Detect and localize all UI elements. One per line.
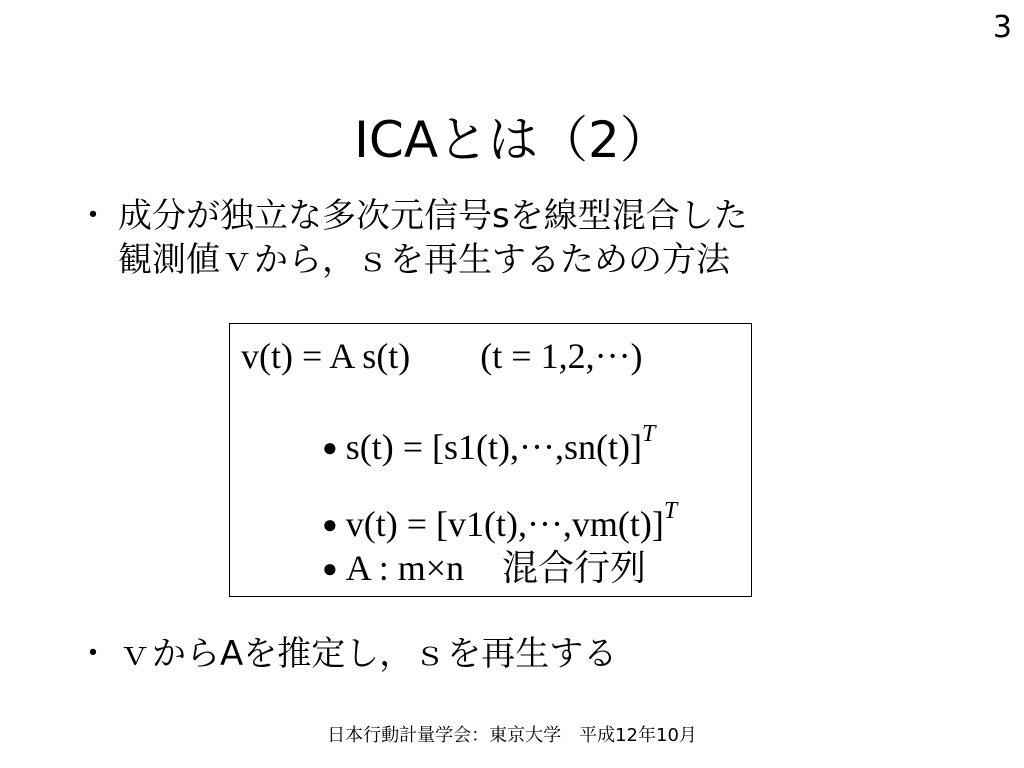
formula-observation-definition: [322, 489, 677, 547]
slide-footer: 日本行動計量学会：東京大学 平成12年10月: [327, 725, 697, 746]
bullet-mark: ・: [76, 634, 110, 674]
formula-bullet-icon: ●: [322, 433, 338, 462]
formula-signal-definition: [322, 412, 655, 470]
formula-main-text: v(t) = A s(t): [241, 336, 411, 376]
bullet-line: 成分が独立な多次元信号sを線型混合した: [118, 196, 748, 236]
bullet-item: [76, 632, 976, 676]
slide-title: ICAとは（2）: [354, 111, 670, 169]
bullet-text: [118, 194, 748, 282]
formula-main: [241, 334, 643, 378]
formula-signal-text: s(t) = [s1(t),···,sn(t)]: [345, 427, 642, 467]
page-number: 3: [992, 10, 1012, 45]
bullet-item: [76, 194, 976, 282]
bullet-mark: ・: [76, 196, 110, 236]
bullet-list-secondary: [76, 632, 976, 676]
formula-bullet-icon: ●: [322, 510, 338, 539]
transpose-superscript: T: [641, 421, 656, 447]
bullet-list: [76, 194, 976, 282]
formula-main-condition: (t = 1,2,···): [480, 336, 643, 376]
formula-matrix-text: A : m×n: [345, 548, 465, 588]
formula-matrix-definition: [322, 546, 646, 591]
formula-bullet-icon: ●: [322, 554, 338, 583]
formula-observation-text: v(t) = [v1(t),···,vm(t)]: [345, 504, 664, 544]
bullet-line: 観測値ｖから，ｓを再生するための方法: [118, 240, 730, 280]
bullet-text: [118, 632, 617, 676]
transpose-superscript: T: [663, 498, 678, 524]
formula-box: [229, 323, 752, 597]
bullet-line: ｖからAを推定し，ｓを再生する: [118, 634, 618, 674]
formula-matrix-label: 混合行列: [502, 548, 647, 589]
